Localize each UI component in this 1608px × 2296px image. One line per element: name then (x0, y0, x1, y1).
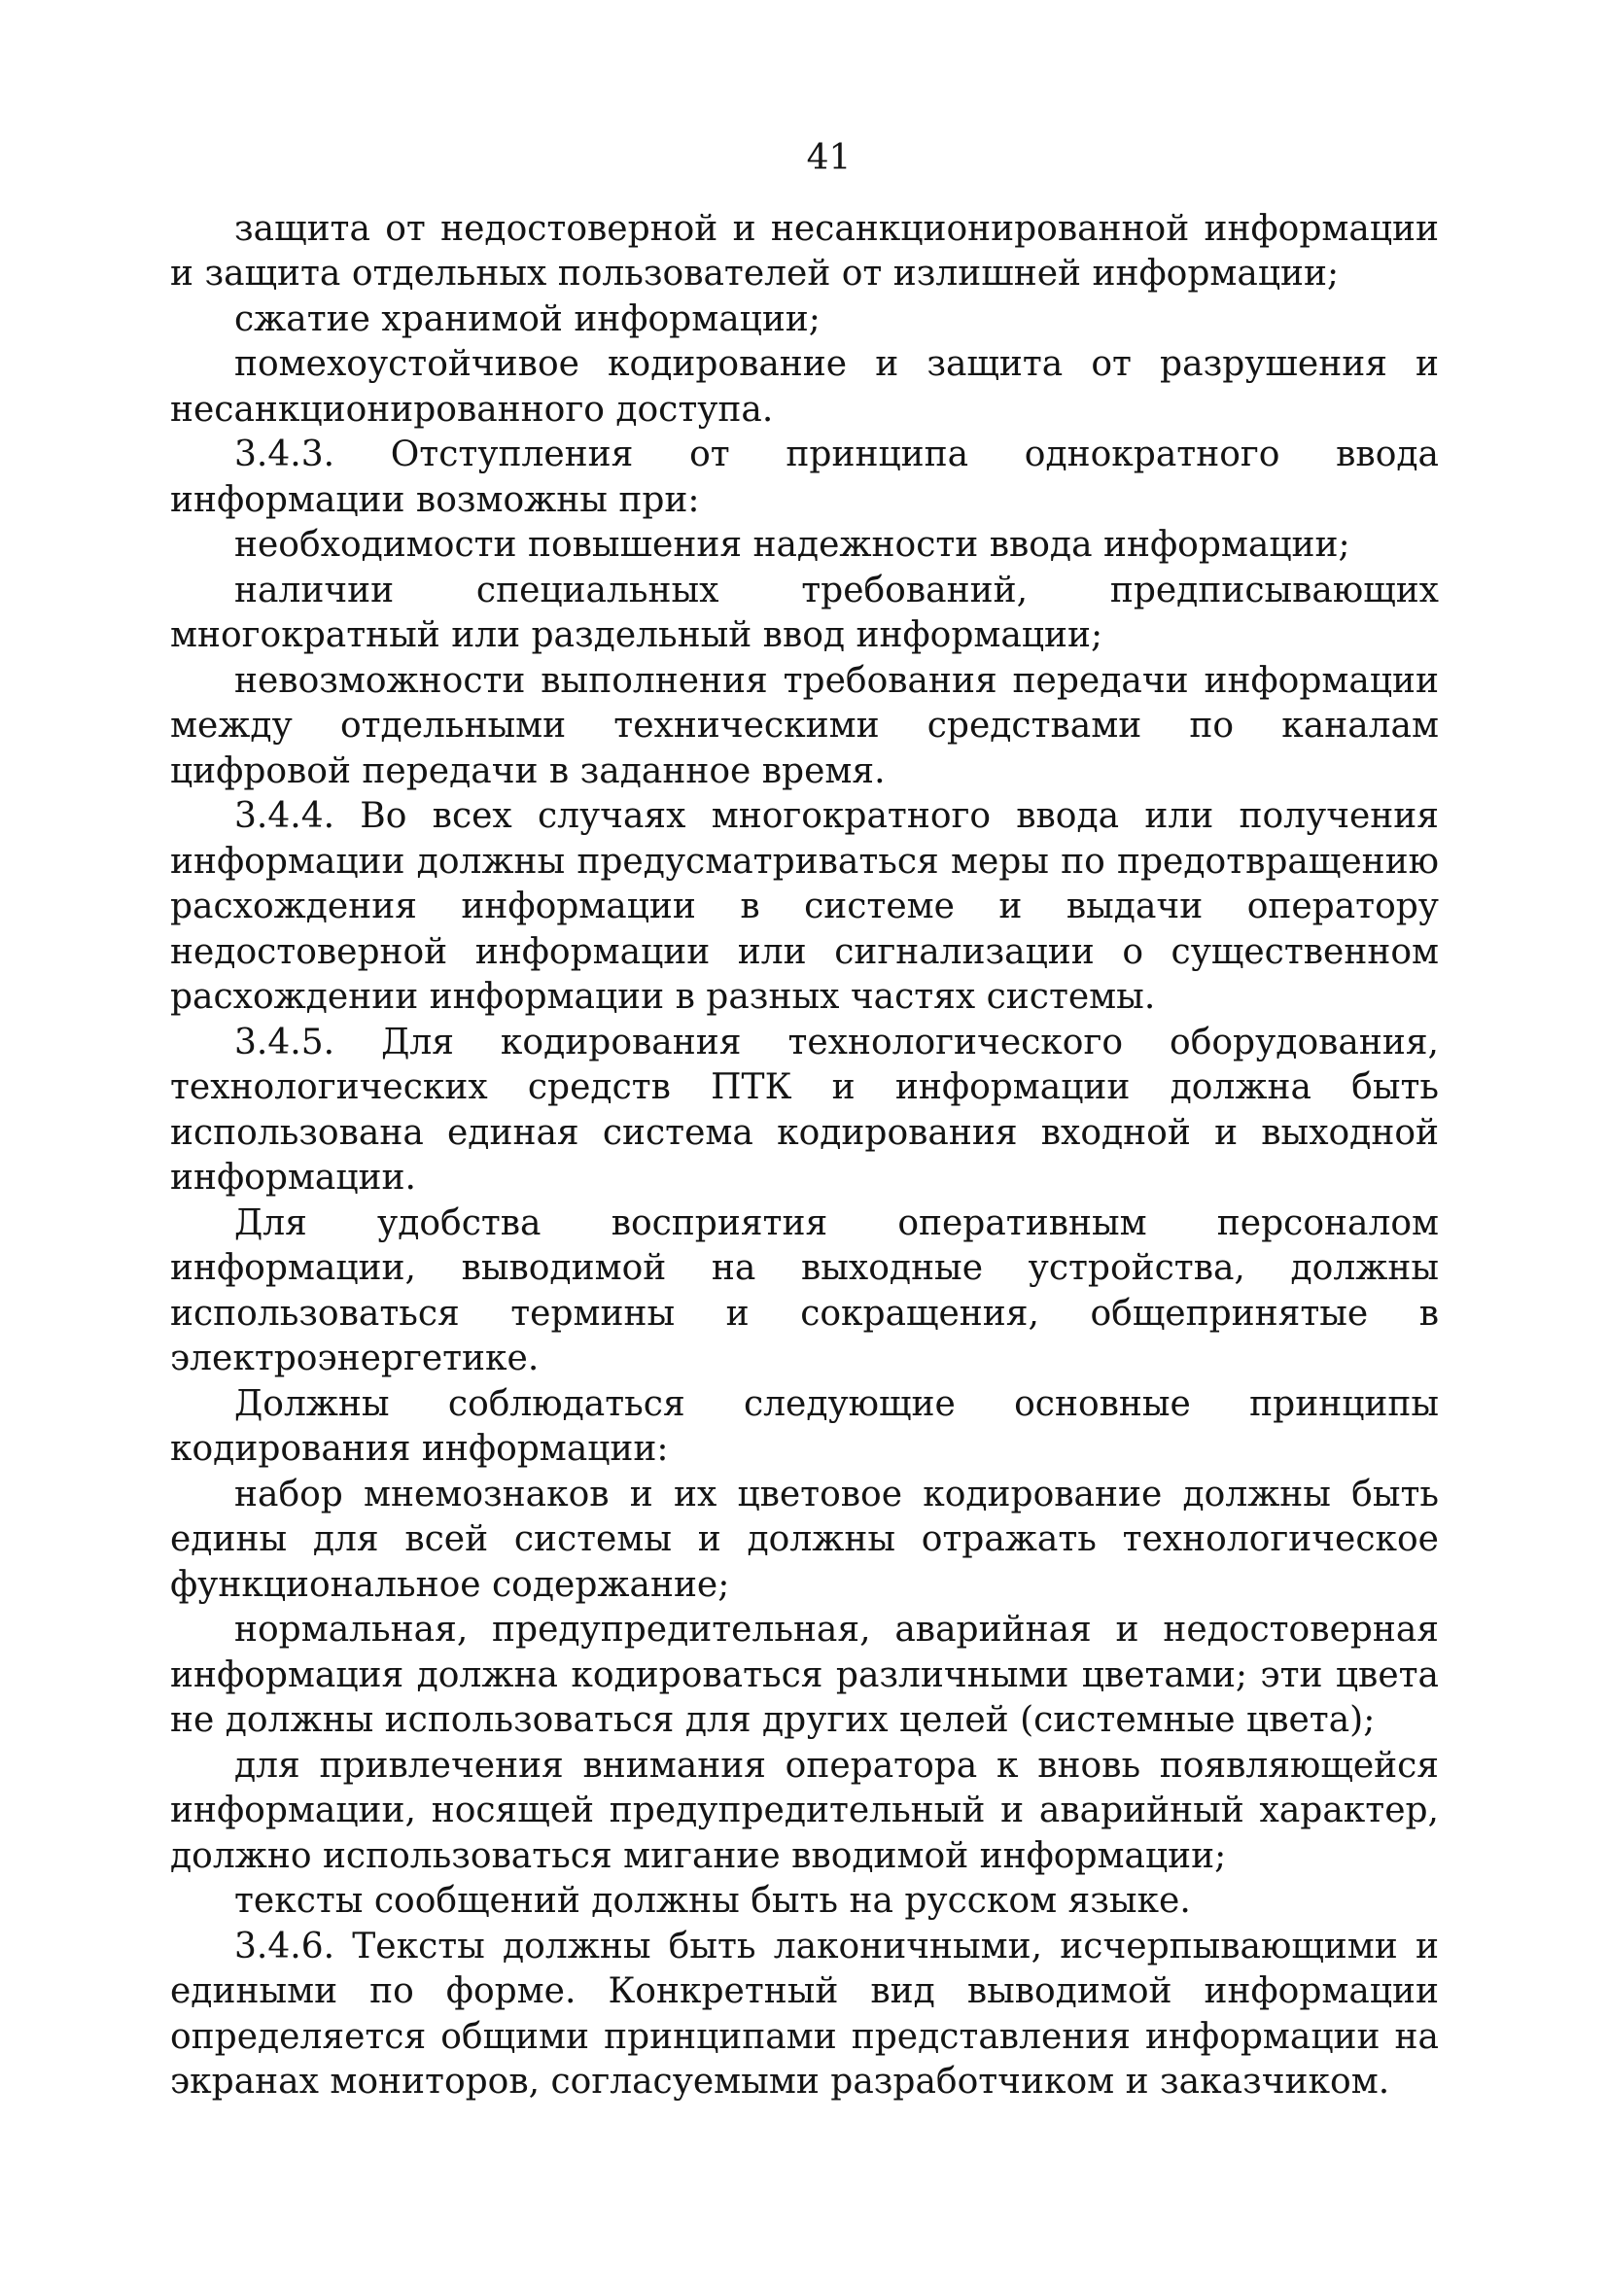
paragraph-system-colors: нормальная, предупредительная, аварийная и недостоверная информация должна кодироваться различными цветами; эти цвета не должны использоваться для других целей (системные цвета); (170, 1610, 1439, 1740)
paragraph-terms: Для удобства восприятия оперативным персоналом информации, выводимой на выходные устройства, должны использоваться термины и сокращения, общепринятые в электроэнергетике. (170, 1202, 1439, 1378)
paragraph-3-4-6: 3.4.6. Тексты должны быть лаконичными, исчерпывающими и едиными по форме. Конкретный вид выводимой информации определяется общими принципами представления информации на экранах мониторов, согласуемыми разработчиком и заказчиком. (170, 1926, 1439, 2102)
paragraph-coding-principles: Должны соблюдаться следующие основные принципы кодирования информации: (170, 1383, 1439, 1469)
paragraph-transfer-impossible: невозможности выполнения требования передачи информации между отдельными техническими средствами по каналам цифровой передачи в заданное время. (170, 660, 1439, 791)
paragraph-3-4-3: 3.4.3. Отступления от принципа однократного ввода информации возможны при: (170, 435, 1439, 520)
paragraph-mnemonic-signs: набор мнемознаков и их цветовое кодирование должны быть едины для всей системы и должны отражать технологическое функциональное содержание; (170, 1474, 1439, 1605)
paragraph-blinking: для привлечения внимания оператора к вновь появляющейся информации, носящей предупредительный и аварийный характер, должно использоваться мигание вводимой информации; (170, 1745, 1439, 1876)
document-page (170, 136, 1439, 2105)
paragraph-compression: сжатие хранимой информации; (234, 298, 821, 339)
paragraph-reliability: необходимости повышения надежности ввода информации; (234, 525, 1350, 565)
paragraph-special-requirements: наличии специальных требований, предписывающих многократный или раздельный ввод информации; (170, 570, 1439, 655)
paragraph-3-4-5: 3.4.5. Для кодирования технологического оборудования, технологических средств ПТК и информации должна быть использована единая система кодирования входной и выходной информации. (170, 1022, 1439, 1198)
paragraph-russian-language: тексты сообщений должны быть на русском языке. (234, 1881, 1191, 1921)
paragraph-3-4-4: 3.4.4. Во всех случаях многократного ввода или получения информации должны предусматриваться меры по предотвращению расхождения информации в системе и выдачи оператору недостоверной информации или сигнализации о существенном расхождении информации в разных частях системы. (170, 796, 1439, 1017)
paragraph-noise-coding: помехоустойчивое кодирование и защита от разрушения и несанкционированного доступа. (170, 344, 1439, 430)
paragraph-protection: защита от недостоверной и несанкционированной информации и защита отдельных пользователей от излишней информации; (170, 208, 1439, 294)
page-number: 41 (806, 138, 852, 178)
